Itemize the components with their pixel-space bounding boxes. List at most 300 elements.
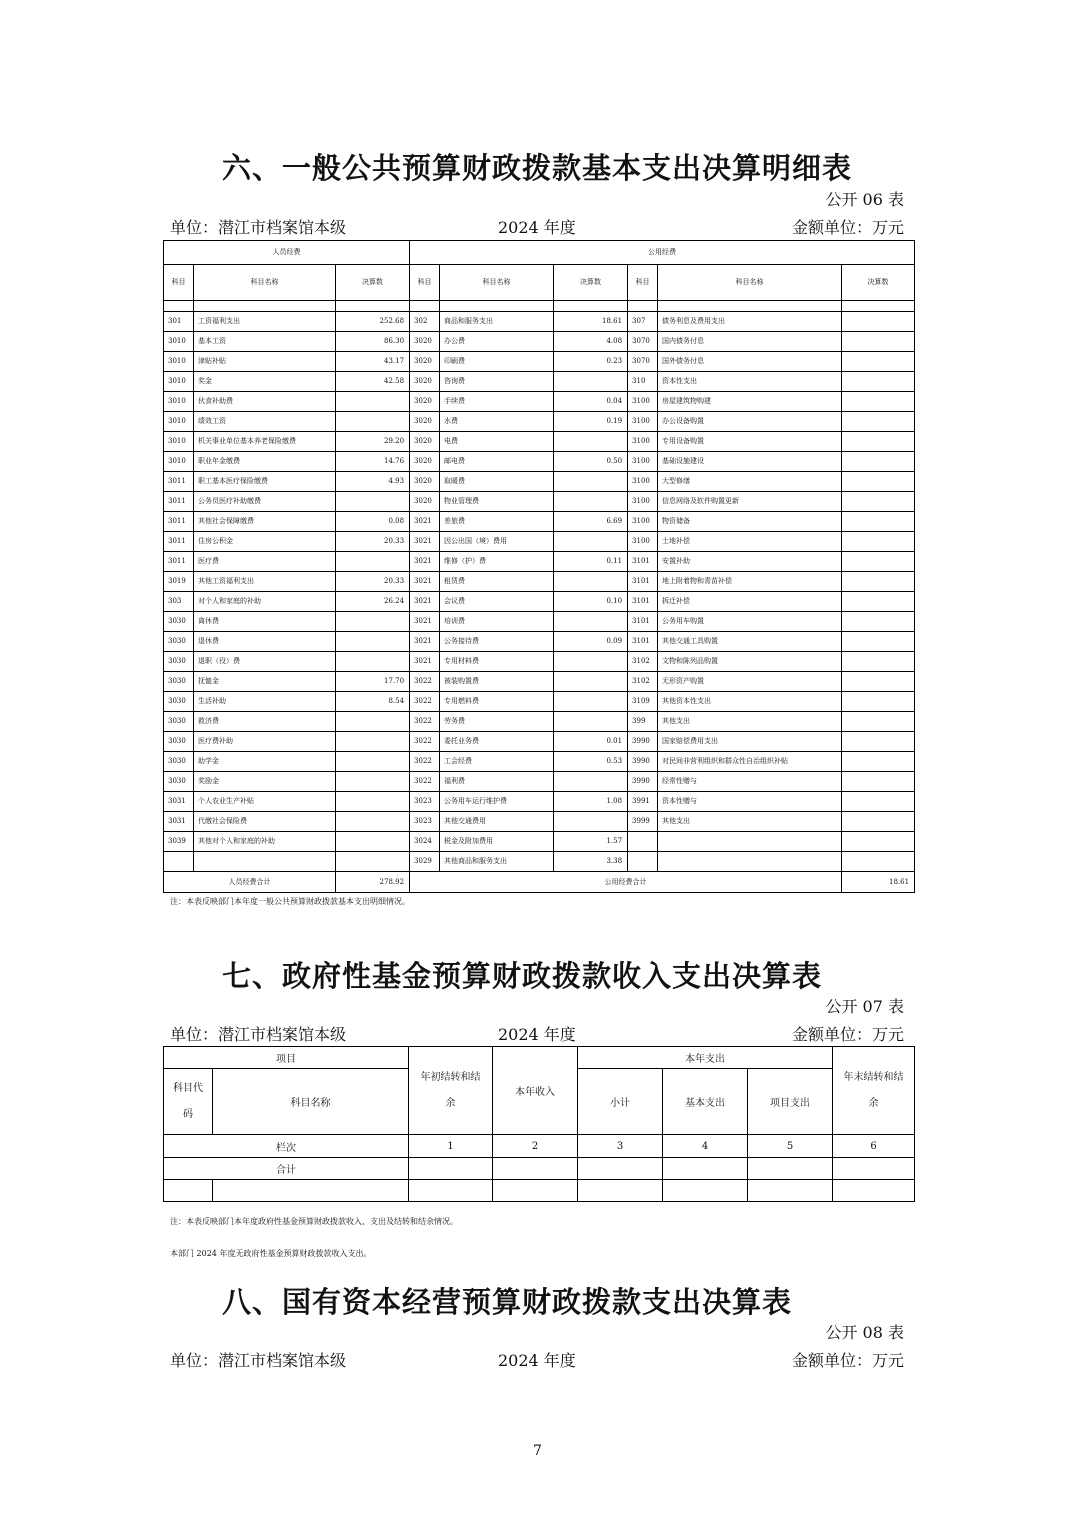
code-cell: 3999 [628, 812, 658, 832]
col-code-header: 科目 [164, 265, 194, 301]
code-cell: 3011 [164, 552, 194, 572]
name-cell: 公务用车购置 [658, 612, 842, 632]
name-cell: 办公费 [440, 332, 554, 352]
name-cell: 国内债务付息 [658, 332, 842, 352]
name-cell: 助学金 [194, 752, 336, 772]
name-cell: 退休费 [194, 632, 336, 652]
amount-cell [842, 412, 915, 432]
table-row [164, 832, 915, 852]
name-cell: 租赁费 [440, 572, 554, 592]
name-cell: 国家赔偿费用支出 [658, 732, 842, 752]
col-num: 4 [663, 1135, 748, 1158]
table-row [164, 312, 915, 332]
header-begin-balance: 年初结转和结 余 [409, 1047, 493, 1135]
col-amount-header: 决算数 [336, 265, 410, 301]
code-cell: 3100 [628, 412, 658, 432]
name-cell: 其他资本性支出 [658, 692, 842, 712]
name-cell: 抚恤金 [194, 672, 336, 692]
name-cell: 税金及附加费用 [440, 832, 554, 852]
table-row [164, 672, 915, 692]
code-cell: 3010 [164, 432, 194, 452]
code-cell: 3021 [410, 632, 440, 652]
code-cell: 3010 [164, 332, 194, 352]
code-cell: 3022 [410, 712, 440, 732]
code-cell: 3030 [164, 672, 194, 692]
section7-tag: 公开 07 表 [825, 997, 904, 1016]
amount-cell [842, 672, 915, 692]
code-cell: 3020 [410, 472, 440, 492]
code-cell: 3990 [628, 772, 658, 792]
table-row [164, 452, 915, 472]
section8-title: 八、国有资本经营预算财政拨款支出决算表 [222, 1285, 793, 1319]
code-cell: 3100 [628, 512, 658, 532]
code-cell: 3021 [410, 552, 440, 572]
code-cell: 3031 [164, 792, 194, 812]
table-row [164, 392, 915, 412]
name-cell: 职工基本医疗保险缴费 [194, 472, 336, 492]
total-personnel-value: 278.92 [336, 872, 410, 893]
name-cell: 咨询费 [440, 372, 554, 392]
name-cell: 办公设备购置 [658, 412, 842, 432]
name-cell: 其他对个人和家庭的补助 [194, 832, 336, 852]
code-cell: 3030 [164, 612, 194, 632]
amount-cell: 17.70 [336, 672, 410, 692]
name-cell: 会议费 [440, 592, 554, 612]
code-cell: 307 [628, 312, 658, 332]
amount-cell [842, 732, 915, 752]
amount-cell [842, 372, 915, 392]
header-item: 项目 [164, 1047, 409, 1069]
total-personnel-label: 人员经费合计 [164, 872, 336, 893]
table-row [164, 432, 915, 452]
col-amount-header: 决算数 [842, 265, 915, 301]
header-code: 科目代 码 [164, 1069, 213, 1135]
name-cell: 基本工资 [194, 332, 336, 352]
section7-note2: 本部门 2024 年度无政府性基金预算财政拨款收入支出。 [170, 1249, 372, 1258]
amount-cell [554, 612, 628, 632]
section7-money-unit: 金额单位：万元 [791, 1025, 904, 1044]
code-cell: 3101 [628, 552, 658, 572]
code-cell: 3022 [410, 692, 440, 712]
code-cell: 3020 [410, 352, 440, 372]
amount-cell [336, 492, 410, 512]
name-cell: 个人农业生产补贴 [194, 792, 336, 812]
col-code-header: 科目 [410, 265, 440, 301]
table-row [164, 852, 915, 872]
code-cell: 3039 [164, 832, 194, 852]
amount-cell: 0.23 [554, 352, 628, 372]
name-cell: 津贴补贴 [194, 352, 336, 372]
name-cell: 电费 [440, 432, 554, 452]
spacer-row [164, 301, 915, 312]
header-subtotal: 小计 [578, 1069, 663, 1135]
table-row [164, 652, 915, 672]
amount-cell [554, 532, 628, 552]
code-cell: 3102 [628, 652, 658, 672]
name-cell: 其他工资福利支出 [194, 572, 336, 592]
name-cell: 商品和服务支出 [440, 312, 554, 332]
total-public-value: 18.61 [842, 872, 915, 893]
amount-cell [336, 652, 410, 672]
amount-cell [842, 592, 915, 612]
amount-cell: 86.30 [336, 332, 410, 352]
table-row [164, 572, 915, 592]
amount-cell [842, 772, 915, 792]
amount-cell: 0.19 [554, 412, 628, 432]
code-cell: 3011 [164, 512, 194, 532]
table-row [164, 512, 915, 532]
name-cell: 专用燃料费 [440, 692, 554, 712]
name-cell: 退职（役）费 [194, 652, 336, 672]
col-amount-header: 决算数 [554, 265, 628, 301]
amount-cell [842, 332, 915, 352]
amount-cell [842, 392, 915, 412]
name-cell: 其他社会保障缴费 [194, 512, 336, 532]
code-cell: 3101 [628, 592, 658, 612]
code-cell: 3010 [164, 412, 194, 432]
amount-cell: 0.01 [554, 732, 628, 752]
name-cell: 公务员医疗补助缴费 [194, 492, 336, 512]
name-cell: 物资储备 [658, 512, 842, 532]
code-cell: 399 [628, 712, 658, 732]
table-row [164, 532, 915, 552]
name-cell: 文物和陈列品购置 [658, 652, 842, 672]
amount-cell: 3.38 [554, 852, 628, 872]
name-cell: 福利费 [440, 772, 554, 792]
amount-cell [842, 572, 915, 592]
name-cell: 手续费 [440, 392, 554, 412]
code-cell: 3010 [164, 352, 194, 372]
code-cell: 3020 [410, 432, 440, 452]
code-cell: 3020 [410, 492, 440, 512]
amount-cell [554, 432, 628, 452]
name-cell: 公务接待费 [440, 632, 554, 652]
name-cell: 物业管理费 [440, 492, 554, 512]
code-cell: 3030 [164, 692, 194, 712]
section7-note1: 注：本表反映部门本年度政府性基金预算财政拨款收入、支出及结转和结余情况。 [170, 1217, 458, 1226]
name-cell: 工资福利支出 [194, 312, 336, 332]
name-cell: 取暖费 [440, 472, 554, 492]
name-cell: 救济费 [194, 712, 336, 732]
table-row [164, 712, 915, 732]
name-cell: 其他支出 [658, 712, 842, 732]
name-cell: 伙食补助费 [194, 392, 336, 412]
code-cell: 3031 [164, 812, 194, 832]
amount-cell [336, 852, 410, 872]
amount-cell [842, 752, 915, 772]
table-row [164, 372, 915, 392]
code-cell: 3990 [628, 752, 658, 772]
section7-year: 2024 年度 [498, 1025, 576, 1044]
code-cell: 3011 [164, 492, 194, 512]
name-cell: 绩效工资 [194, 412, 336, 432]
amount-cell [554, 712, 628, 732]
name-cell: 机关事业单位基本养老保险缴费 [194, 432, 336, 452]
table-row [164, 752, 915, 772]
name-cell: 工会经费 [440, 752, 554, 772]
amount-cell: 0.10 [554, 592, 628, 612]
code-cell: 3070 [628, 332, 658, 352]
table-row [164, 732, 915, 752]
amount-cell [336, 632, 410, 652]
code-cell: 3109 [628, 692, 658, 712]
row-col-label: 栏次 [164, 1135, 409, 1158]
name-cell: 医疗费 [194, 552, 336, 572]
code-cell: 3022 [410, 672, 440, 692]
amount-cell: 4.93 [336, 472, 410, 492]
amount-cell [842, 512, 915, 532]
amount-cell [842, 612, 915, 632]
code-cell: 3021 [410, 572, 440, 592]
section8-year: 2024 年度 [498, 1351, 576, 1370]
table-row [164, 632, 915, 652]
amount-cell [336, 772, 410, 792]
amount-cell: 0.50 [554, 452, 628, 472]
table-row [164, 472, 915, 492]
name-cell: 资本性赠与 [658, 792, 842, 812]
col-num: 3 [578, 1135, 663, 1158]
table-row [164, 492, 915, 512]
header-project: 项目支出 [748, 1069, 833, 1135]
name-cell: 代缴社会保险费 [194, 812, 336, 832]
amount-cell: 0.53 [554, 752, 628, 772]
amount-cell [842, 432, 915, 452]
table-row [164, 612, 915, 632]
name-cell [194, 852, 336, 872]
amount-cell [554, 572, 628, 592]
code-cell: 3020 [410, 332, 440, 352]
amount-cell [554, 692, 628, 712]
name-cell: 信息网络及软件购置更新 [658, 492, 842, 512]
code-cell: 3021 [410, 592, 440, 612]
col-name-header: 科目名称 [194, 265, 336, 301]
table-row [164, 332, 915, 352]
name-cell: 印刷费 [440, 352, 554, 372]
section6-year: 2024 年度 [498, 218, 576, 237]
name-cell: 奖金 [194, 372, 336, 392]
table-row [164, 552, 915, 572]
col-num: 2 [493, 1135, 578, 1158]
amount-cell [842, 552, 915, 572]
code-cell: 310 [628, 372, 658, 392]
amount-cell [842, 312, 915, 332]
amount-cell: 0.11 [554, 552, 628, 572]
code-cell: 3021 [410, 612, 440, 632]
name-cell: 对个人和家庭的补助 [194, 592, 336, 612]
amount-cell: 1.08 [554, 792, 628, 812]
amount-cell [842, 632, 915, 652]
col-code-header: 科目 [628, 265, 658, 301]
amount-cell [336, 812, 410, 832]
code-cell: 3020 [410, 372, 440, 392]
code-cell: 3100 [628, 432, 658, 452]
code-cell: 3102 [628, 672, 658, 692]
name-cell: 大型修缮 [658, 472, 842, 492]
code-cell: 3022 [410, 732, 440, 752]
amount-cell: 252.68 [336, 312, 410, 332]
amount-cell [842, 492, 915, 512]
amount-cell [336, 732, 410, 752]
name-cell: 土地补偿 [658, 532, 842, 552]
code-cell: 3100 [628, 472, 658, 492]
amount-cell [842, 852, 915, 872]
code-cell: 3100 [628, 492, 658, 512]
header-name: 科目名称 [213, 1069, 409, 1135]
amount-cell: 8.54 [336, 692, 410, 712]
code-cell: 3030 [164, 632, 194, 652]
section6-note: 注：本表反映部门本年度一般公共预算财政拨款基本支出明细情况。 [170, 897, 410, 906]
section8-money-unit: 金额单位：万元 [791, 1351, 904, 1370]
name-cell: 对民间非营利组织和群众性自治组织补贴 [658, 752, 842, 772]
code-cell: 3022 [410, 752, 440, 772]
name-cell: 专用设备购置 [658, 432, 842, 452]
code-cell: 3021 [410, 652, 440, 672]
code-cell: 3020 [410, 392, 440, 412]
code-cell: 3101 [628, 612, 658, 632]
code-cell: 3010 [164, 372, 194, 392]
name-cell: 邮电费 [440, 452, 554, 472]
name-cell: 房屋建筑物购建 [658, 392, 842, 412]
name-cell: 维修（护）费 [440, 552, 554, 572]
name-cell: 生活补助 [194, 692, 336, 712]
amount-cell [842, 652, 915, 672]
amount-cell: 0.04 [554, 392, 628, 412]
code-cell: 3030 [164, 732, 194, 752]
name-cell: 无形资产购置 [658, 672, 842, 692]
amount-cell [336, 752, 410, 772]
amount-cell [336, 712, 410, 732]
name-cell: 其他交通费用 [440, 812, 554, 832]
code-cell: 3100 [628, 532, 658, 552]
code-cell: 3022 [410, 772, 440, 792]
code-cell: 3020 [410, 412, 440, 432]
table-row [164, 792, 915, 812]
name-cell: 水费 [440, 412, 554, 432]
code-cell: 3019 [164, 572, 194, 592]
section7-title: 七、政府性基金预算财政拨款收入支出决算表 [222, 959, 823, 993]
code-cell [628, 852, 658, 872]
section6-table [163, 240, 915, 893]
table-row [164, 592, 915, 612]
amount-cell [554, 472, 628, 492]
amount-cell [842, 792, 915, 812]
amount-cell [336, 552, 410, 572]
code-cell: 302 [410, 312, 440, 332]
amount-cell: 1.57 [554, 832, 628, 852]
empty-row [164, 1180, 915, 1202]
name-cell: 公务用车运行维护费 [440, 792, 554, 812]
name-cell [658, 852, 842, 872]
name-cell: 培训费 [440, 612, 554, 632]
page-number: 7 [533, 1443, 542, 1459]
header-expense: 本年支出 [578, 1047, 833, 1069]
code-cell: 3010 [164, 452, 194, 472]
amount-cell: 29.20 [336, 432, 410, 452]
col-num: 5 [748, 1135, 833, 1158]
amount-cell [842, 832, 915, 852]
name-cell: 专用材料费 [440, 652, 554, 672]
name-cell: 债务利息及费用支出 [658, 312, 842, 332]
amount-cell: 20.33 [336, 532, 410, 552]
name-cell: 委托业务费 [440, 732, 554, 752]
table-row [164, 772, 915, 792]
amount-cell [842, 472, 915, 492]
name-cell: 安置补助 [658, 552, 842, 572]
table-row [164, 352, 915, 372]
name-cell: 劳务费 [440, 712, 554, 732]
name-cell: 被装购置费 [440, 672, 554, 692]
code-cell: 3100 [628, 392, 658, 412]
code-cell: 3101 [628, 632, 658, 652]
amount-cell [554, 372, 628, 392]
name-cell: 经常性赠与 [658, 772, 842, 792]
amount-cell [842, 812, 915, 832]
section6-money-unit: 金额单位：万元 [791, 218, 904, 237]
code-cell: 3030 [164, 752, 194, 772]
code-cell: 3030 [164, 772, 194, 792]
code-cell: 3023 [410, 792, 440, 812]
code-cell: 3070 [628, 352, 658, 372]
amount-cell [842, 692, 915, 712]
code-cell: 3010 [164, 392, 194, 412]
amount-cell [554, 652, 628, 672]
code-cell: 3100 [628, 452, 658, 472]
name-cell: 拆迁补偿 [658, 592, 842, 612]
name-cell: 奖励金 [194, 772, 336, 792]
amount-cell [336, 392, 410, 412]
amount-cell [336, 612, 410, 632]
amount-cell [554, 672, 628, 692]
row-total-label: 合计 [164, 1158, 409, 1180]
code-cell: 3990 [628, 732, 658, 752]
section8-tag: 公开 08 表 [825, 1323, 904, 1342]
table-row [164, 412, 915, 432]
col-num: 1 [409, 1135, 493, 1158]
amount-cell [336, 792, 410, 812]
code-cell: 3023 [410, 812, 440, 832]
section6-title: 六、一般公共预算财政拨款基本支出决算明细表 [222, 151, 853, 185]
name-cell: 地上附着物和青苗补偿 [658, 572, 842, 592]
code-cell: 3029 [410, 852, 440, 872]
code-cell [164, 852, 194, 872]
group-personnel-header: 人员经费 [164, 241, 410, 265]
amount-cell: 26.24 [336, 592, 410, 612]
amount-cell: 6.69 [554, 512, 628, 532]
code-cell: 3030 [164, 652, 194, 672]
amount-cell: 0.09 [554, 632, 628, 652]
name-cell: 国外债务付息 [658, 352, 842, 372]
amount-cell [554, 812, 628, 832]
amount-cell: 14.76 [336, 452, 410, 472]
total-public-label: 公用经费合计 [410, 872, 842, 893]
name-cell: 离休费 [194, 612, 336, 632]
section6-tag: 公开 06 表 [825, 190, 904, 209]
table-row [164, 692, 915, 712]
name-cell [658, 832, 842, 852]
col-name-header: 科目名称 [658, 265, 842, 301]
amount-cell [842, 712, 915, 732]
amount-cell: 0.08 [336, 512, 410, 532]
code-cell: 3011 [164, 532, 194, 552]
name-cell: 其他商品和服务支出 [440, 852, 554, 872]
header-basic: 基本支出 [663, 1069, 748, 1135]
code-cell: 301 [164, 312, 194, 332]
amount-cell: 18.61 [554, 312, 628, 332]
name-cell: 因公出国（境）费用 [440, 532, 554, 552]
name-cell: 职业年金缴费 [194, 452, 336, 472]
amount-cell: 43.17 [336, 352, 410, 372]
amount-cell [554, 492, 628, 512]
